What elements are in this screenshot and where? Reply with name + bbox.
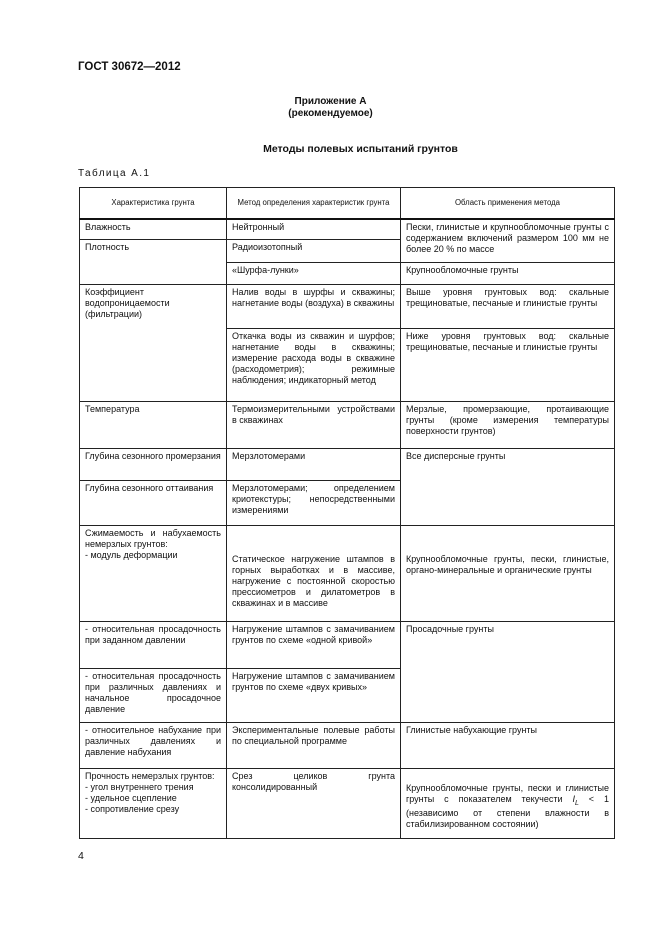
table-cell: - относительное набухание при различных давлениях и давление набухания (80, 722, 227, 768)
methods-table (79, 187, 615, 839)
table-row (80, 219, 615, 239)
table-cell: Коэффициент водопроницаемости (фильтрации) (80, 284, 227, 401)
appendix-label: Приложение А (294, 96, 367, 107)
table-cell (80, 768, 227, 838)
table-row (80, 621, 615, 668)
table-cell: Налив воды в шурфы и скважины; нагнетание воды (воздуха) в скважины (227, 284, 401, 328)
table-cell: Просадочные грунты (401, 621, 615, 722)
table-cell: Нейтронный (227, 219, 401, 239)
table-cell: Термоизмерительными устройствами в скважинах (227, 401, 401, 448)
cell-text: < 1 (независимо от степени влажности в стабилизированном состоянии) (406, 793, 609, 830)
table-row (80, 284, 615, 328)
table-cell: Мерзлые, промерзающие, протаивающие грунты (кроме измерения температуры поверхности грунтов) (401, 401, 615, 448)
table-cell: Экспериментальные полевые работы по специальной программе (227, 722, 401, 768)
table-cell: Крупнообломочные грунты (401, 262, 615, 284)
table-cell: Мерзлотомерами (227, 448, 401, 480)
table-row (80, 722, 615, 768)
cell-text: Крупнообломочные грунты, пески и глинистые грунты с показателем текучести (406, 782, 609, 804)
appendix-status: (рекомендуемое) (288, 108, 373, 119)
table-cell: Нагружение штампов с замачиванием грунтов по схеме «одной кривой» (227, 621, 401, 668)
table-cell: Ниже уровня грунтовых вод: скальные трещиноватые, песчаные и глинистые грунты (401, 328, 615, 401)
table-cell: Глубина сезонного промерзания (80, 448, 227, 480)
table-cell: Крупнообломочные грунты, пески, глинистые, органо-минеральные и органические грунты (401, 525, 615, 621)
table-cell: «Шурфа-лунки» (227, 262, 401, 284)
table-cell: Срез целиков грунта консолидированный (227, 768, 401, 838)
cell-line: - модуль деформации (85, 549, 178, 560)
standard-header: ГОСТ 30672—2012 (78, 61, 181, 73)
table-header-row (80, 188, 615, 220)
cell-line: Прочность немерзлых грунтов: (85, 770, 215, 781)
cell-line: Сжимаемость и набухаемость немерзлых грунтов: (85, 527, 221, 549)
table-cell: Откачка воды из скважин и шурфов; нагнетание воды в скважины; измерение расхода воды в скважине (расходометрия); режимные наблюдения; индикаторный метод (227, 328, 401, 401)
table-cell: Пески, глинистые и крупнообломочные грунты с содержанием включений размером 100 мм не более 20 % по массе (401, 219, 615, 262)
table-cell: - относительная просадочность при различных давлениях и начальное просадочное давление (80, 668, 227, 722)
table-cell: Температура (80, 401, 227, 448)
column-header: Характеристика грунта (80, 188, 227, 220)
table-cell: - относительная просадочность при заданном давлении (80, 621, 227, 668)
cell-line: - сопротивление срезу (85, 803, 180, 814)
table-cell: Статическое нагружение штампов в горных выработках и в массиве, нагружение с постоянной скоростью прессиометров и дилатометров в скважинах и в массиве (227, 525, 401, 621)
table-cell (80, 525, 227, 621)
table-cell: Глубина сезонного оттаивания (80, 480, 227, 525)
table-cell: Глинистые набухающие грунты (401, 722, 615, 768)
table-caption: Таблица А.1 (78, 168, 151, 179)
page-number: 4 (78, 850, 84, 862)
page-title: Методы полевых испытаний грунтов (263, 143, 458, 155)
table-row (80, 768, 615, 838)
table-cell: Радиоизотопный (227, 239, 401, 262)
table-cell: Мерзлотомерами; определением криотекстуры; непосредственными измерениями (227, 480, 401, 525)
table-cell: Плотность (80, 239, 227, 284)
cell-line: - угол внутреннего трения (85, 781, 194, 792)
table-row (80, 448, 615, 480)
cell-line: - удельное сцепление (85, 792, 177, 803)
table-row (80, 525, 615, 621)
table-cell: Нагружение штампов с замачиванием грунтов по схеме «двух кривых» (227, 668, 401, 722)
table-cell: Все дисперсные грунты (401, 448, 615, 525)
table-cell: Выше уровня грунтовых вод: скальные трещиноватые, песчаные и глинистые грунты (401, 284, 615, 328)
table-cell (401, 768, 615, 838)
liquidity-index-subscript: L (574, 799, 579, 807)
column-header: Область применения метода (401, 188, 615, 220)
table-row (80, 401, 615, 448)
column-header: Метод определения характеристик грунта (227, 188, 401, 220)
table-cell: Влажность (80, 219, 227, 239)
appendix-heading (0, 96, 661, 120)
liquidity-index-symbol: I (572, 793, 575, 804)
